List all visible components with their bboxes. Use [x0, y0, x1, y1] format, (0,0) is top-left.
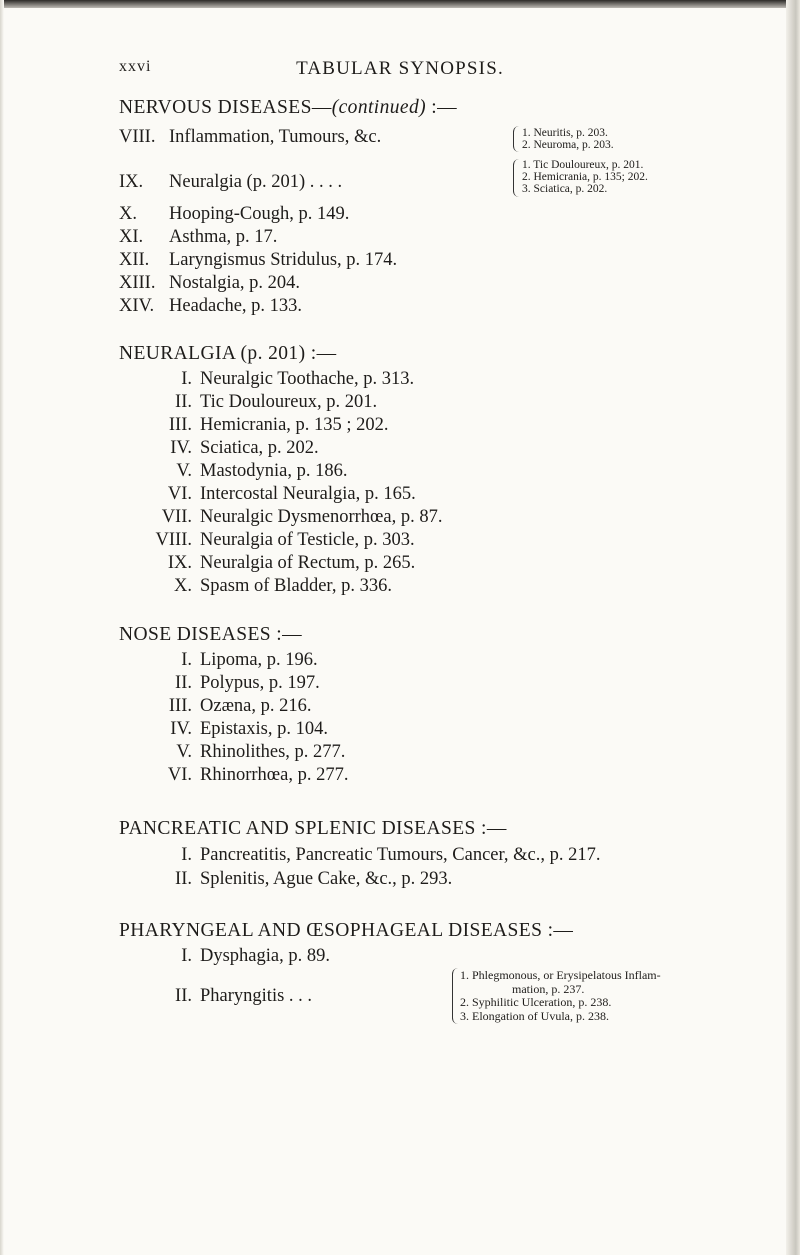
item-number: VII.	[161, 507, 192, 527]
list-item	[150, 507, 443, 528]
heading-text: NERVOUS DISEASES—	[119, 97, 332, 118]
sub-list	[460, 969, 661, 1023]
item-number: II.	[175, 869, 192, 889]
sub-item: mation, p. 237.	[512, 981, 585, 996]
item-number: VIII.	[119, 127, 156, 147]
list-item	[150, 369, 414, 390]
section-heading-neuralgia: NEURALGIA (p. 201) :—	[119, 343, 337, 364]
item-text: Hemicrania, p. 135 ; 202.	[200, 415, 389, 435]
list-item	[150, 869, 452, 890]
list-item	[150, 946, 330, 967]
item-text: Headache, p. 133.	[169, 296, 303, 316]
item-number: IV.	[170, 438, 192, 458]
section-heading-pancreatic: PANCREATIC AND SPLENIC DISEASES :—	[119, 818, 507, 839]
list-item	[150, 438, 319, 459]
item-text: Ozæna, p. 216.	[200, 696, 312, 716]
item-text: Rhinolithes, p. 277.	[200, 742, 346, 762]
item-number: VIII.	[155, 530, 192, 550]
section-heading-pharyngeal: PHARYNGEAL AND ŒSOPHAGEAL DISEASES :—	[119, 920, 574, 941]
list-item	[150, 553, 415, 574]
list-item	[150, 719, 328, 740]
item-text: Splenitis, Ague Cake, &c., p. 293.	[200, 869, 453, 889]
sub-item: 2. Syphilitic Ulceration, p. 238.	[460, 995, 612, 1009]
item-number: I.	[181, 946, 192, 966]
item-text: Laryngismus Stridulus, p. 174.	[169, 250, 398, 270]
list-item	[119, 296, 302, 317]
sub-item: 3. Elongation of Uvula, p. 238.	[460, 1008, 609, 1023]
list-item	[150, 765, 349, 786]
section-heading-nervous	[119, 97, 457, 119]
item-text: Rhinorrhœa, p. 277.	[200, 765, 349, 785]
brace	[513, 126, 519, 152]
list-item	[150, 742, 345, 763]
sub-item: 2. Hemicrania, p. 135; 202.	[522, 171, 648, 183]
item-number: I.	[181, 369, 192, 389]
brace	[452, 968, 458, 1024]
item-number: VI.	[167, 765, 192, 785]
list-item	[150, 845, 601, 866]
list-item	[150, 484, 416, 505]
item-number: II.	[175, 673, 192, 693]
sub-list	[522, 127, 614, 151]
list-item	[119, 250, 397, 271]
list-item	[150, 461, 347, 482]
heading-suffix: (continued)	[331, 97, 427, 118]
item-number: XIII.	[119, 273, 156, 293]
section-heading-nose: NOSE DISEASES :—	[119, 624, 303, 645]
item-text: Neuralgia of Rectum, p. 265.	[200, 553, 416, 573]
item-number: III.	[168, 415, 192, 435]
item-number: I.	[181, 650, 192, 670]
item-text: Neuralgia of Testicle, p. 303.	[200, 530, 415, 550]
item-text: Spasm of Bladder, p. 336.	[200, 576, 392, 596]
item-text: Asthma, p. 17.	[169, 227, 278, 247]
list-item	[150, 673, 320, 694]
item-text: Neuralgia (p. 201) . . . .	[169, 172, 343, 192]
item-text: Polypus, p. 197.	[200, 673, 320, 693]
item-number: V.	[176, 742, 192, 762]
item-text: Lipoma, p. 196.	[200, 650, 318, 670]
list-item	[119, 204, 349, 225]
list-item	[150, 415, 389, 436]
item-text: Epistaxis, p. 104.	[200, 719, 328, 739]
item-text: Intercostal Neuralgia, p. 165.	[200, 484, 416, 504]
list-item	[150, 576, 392, 597]
brace	[513, 159, 519, 197]
item-text: Mastodynia, p. 186.	[200, 461, 348, 481]
list-item	[119, 127, 381, 148]
item-number: X.	[119, 204, 137, 224]
header-title: TABULAR SYNOPSIS.	[296, 58, 504, 79]
item-text: Neuralgic Dysmenorrhœa, p. 87.	[200, 507, 443, 527]
item-number: I.	[181, 845, 192, 865]
heading-end: :—	[426, 97, 458, 118]
sub-item: 1. Tic Douloureux, p. 201.	[522, 159, 644, 171]
item-number: IX.	[119, 172, 144, 192]
item-number: III.	[168, 696, 192, 716]
item-text: Inflammation, Tumours, &c.	[169, 127, 382, 147]
page-number: xxvi	[119, 58, 152, 75]
item-text: Hooping-Cough, p. 149.	[169, 204, 350, 224]
item-text: Nostalgia, p. 204.	[169, 273, 301, 293]
item-number: XIV.	[119, 296, 155, 316]
list-item	[150, 530, 415, 551]
sub-item: 3. Sciatica, p. 202.	[522, 183, 608, 195]
item-number: XII.	[119, 250, 150, 270]
list-item	[119, 273, 300, 294]
item-text: Dysphagia, p. 89.	[200, 946, 330, 966]
running-head	[0, 58, 800, 82]
item-text: Sciatica, p. 202.	[200, 438, 319, 458]
item-number: IV.	[170, 719, 192, 739]
item-number: V.	[176, 461, 192, 481]
item-number: XI.	[119, 227, 144, 247]
sub-item: 1. Neuritis, p. 203.	[522, 127, 608, 139]
list-item	[119, 172, 342, 193]
item-text: Pancreatitis, Pancreatic Tumours, Cancer, &c., p. 217.	[200, 845, 601, 865]
sub-item: 2. Neuroma, p. 203.	[522, 139, 614, 151]
item-number: II.	[175, 986, 192, 1006]
list-item	[150, 392, 377, 413]
item-number: IX.	[167, 553, 192, 573]
item-number: VI.	[167, 484, 192, 504]
list-item	[119, 227, 277, 248]
item-number: X.	[174, 576, 192, 596]
list-item	[150, 696, 312, 717]
item-text: Neuralgic Toothache, p. 313.	[200, 369, 415, 389]
sub-list	[522, 159, 648, 195]
list-item	[150, 986, 312, 1007]
item-text: Tic Douloureux, p. 201.	[200, 392, 378, 412]
list-item	[150, 650, 318, 671]
item-text: Pharyngitis . . .	[200, 986, 313, 1006]
item-number: II.	[175, 392, 192, 412]
sub-item: 1. Phlegmonous, or Erysipelatous Inflam-	[460, 968, 661, 982]
